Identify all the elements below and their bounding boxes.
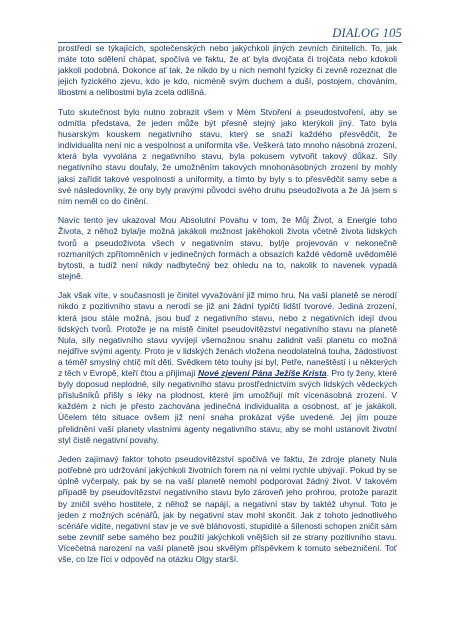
paragraph <box>58 290 397 445</box>
document-body <box>58 42 397 574</box>
page-header-title: DIALOG 105 <box>332 26 402 40</box>
paragraph: Jeden zajímavý faktor tohoto pseudovítězství spočívá ve faktu, že zdroje planety Nula potřebné pro udržování jakýchkoli životních forem na ní velmi rychle ubývají. Pokud by se úplně vyčerpaly, pak by se na vaší planetě nemohl podporovat žádný život. V takovém případě by pseudovítězství negativního stavu bylo zároveň jeho prohrou, protože parazit by zničil svého hostitele, z něhož se napájí, a negativní stav by taktéž uhynul. Toto je jeden z možných scénářů, jak by negativní stav mohl skončit. Jak z tohoto jednotlivého scénáře vidíte, negativní stav je ve své bláhovosti, stupidité a šílenosti schopen zničit sám sebe zevnitř sebe samého bez použití jakýchkoli vnějších sil ze strany pozitivního stavu. Vícečetná narození na vaší planetě jsou skvělým příspěvkem k tomuto sebezničení. Toť vše, co lze říci v odpověď na otázku Olgy starší. <box>58 454 397 565</box>
paragraph-text: . Pro ty ženy, které byly doposud neplodné, síly negativního stavu prostřednictvím svých lidských vědeckých příslušníků přišly s léky na plodnost, které jim umožňují mít vícenásobná zrození. V každém z nich je přesto zachována jedinečná individualita a osobnost, ať je jakákoli. Účelem této situace ovšem již není snaha prokázat výše uvedené. Jej jím pouze přelidnění vaší planety vlastními agenty negativního stavu, aby se mohl ustanovit životní styl čistě negativní povahy. <box>58 368 398 445</box>
book-title-link[interactable]: Nové zjevení Pána Ježíše Krista <box>198 368 327 379</box>
paragraph: Navíc tento jev ukazoval Mou Absolutní Povahu v tom, že Můj Život, a Energie toho Života, z něhož byla/je možná jakákoli možnost jakéhokoli života včetně života lidských tvorů a pseudoživota všech v negativním stavu, byl/je projevován v nekonečně rozmanitých zpřítomněních v jedinečných formách a obsazích každé vědomě uvědomělé bytosti, a tudíž není nikdy nadbytečný bez ohledu na to, nakolik to navenek vypadá stejně. <box>58 215 397 281</box>
paragraph: Tuto skutečnost bylo nutno zobrazit všem v Mém Stvoření a pseudostvoření, aby se odmítla představa, že jeden může být přesně stejný jako kterýkoli jiný. Tato byla husarským kouskem negativního stavu, který se snaží každého přesvědčit, že individualita není nic a vespolnost a uniformita vše. Veškerá tato mnoho násobná zrození, která byla vyvolána z negativního stavu, byla pokusem vytvořit takový důkaz. Síly negativního stavu doufaly, že umožněním takových mnohonásobných zrození by mohly jaksi zařídit takové vespolnosti a uniformity, a tímto by byly s to přesvědčit samy sebe a své následovníky, že ony byly pravými původci svého druhu pseudoživota a že Já jsem s ním neměl co do činění. <box>58 106 397 206</box>
paragraph: prostředí se týkajících, společenských nebo jakýchkoli jiných zevních činitelích. To, jak máte toto sdělení chápat, spočívá ve faktu, že ať byla dvojčata či trojčata nebo kdokoli jakkoli podobná. Dokonce ať tak, že nikdo by u nich nemohl fyzicky či zevně rozeznat dle jejich fyzického zjevu, kdo je kdo, nicméně svým duchem a duší, postojem, chováním, libostmi a nelibostmi byla zcela odlišná. <box>58 43 397 98</box>
paragraph-text: Jak však víte, v současnosti je činitel vyvažování již mimo hru. Na vaší planetě se nerodí nikdo z pozitivního stavu a nerodí se již ani žádní typičtí lidští tvorové. Jediná zrození, která jsou stále možná, jsou buď z negativního stavu, nebo z negativních idejí dvou lidských tvorů. Protože je na místě činitel pseudovítězství negativního stavu na planetě Nula, síly negativního stavu vyvíjejí všemožnou snahu zalidnit vaši planetu co možná nejdříve svými agenty. Proto je v lidských ženách vložena neodolatelná touha, žádostivost a téměř smyslný chtíč mít děti. Svědkem této touhy jsi byl, Petře, naneštěstí i u některých z těch v Evropě, kteří čtou a přijímají <box>58 290 397 379</box>
